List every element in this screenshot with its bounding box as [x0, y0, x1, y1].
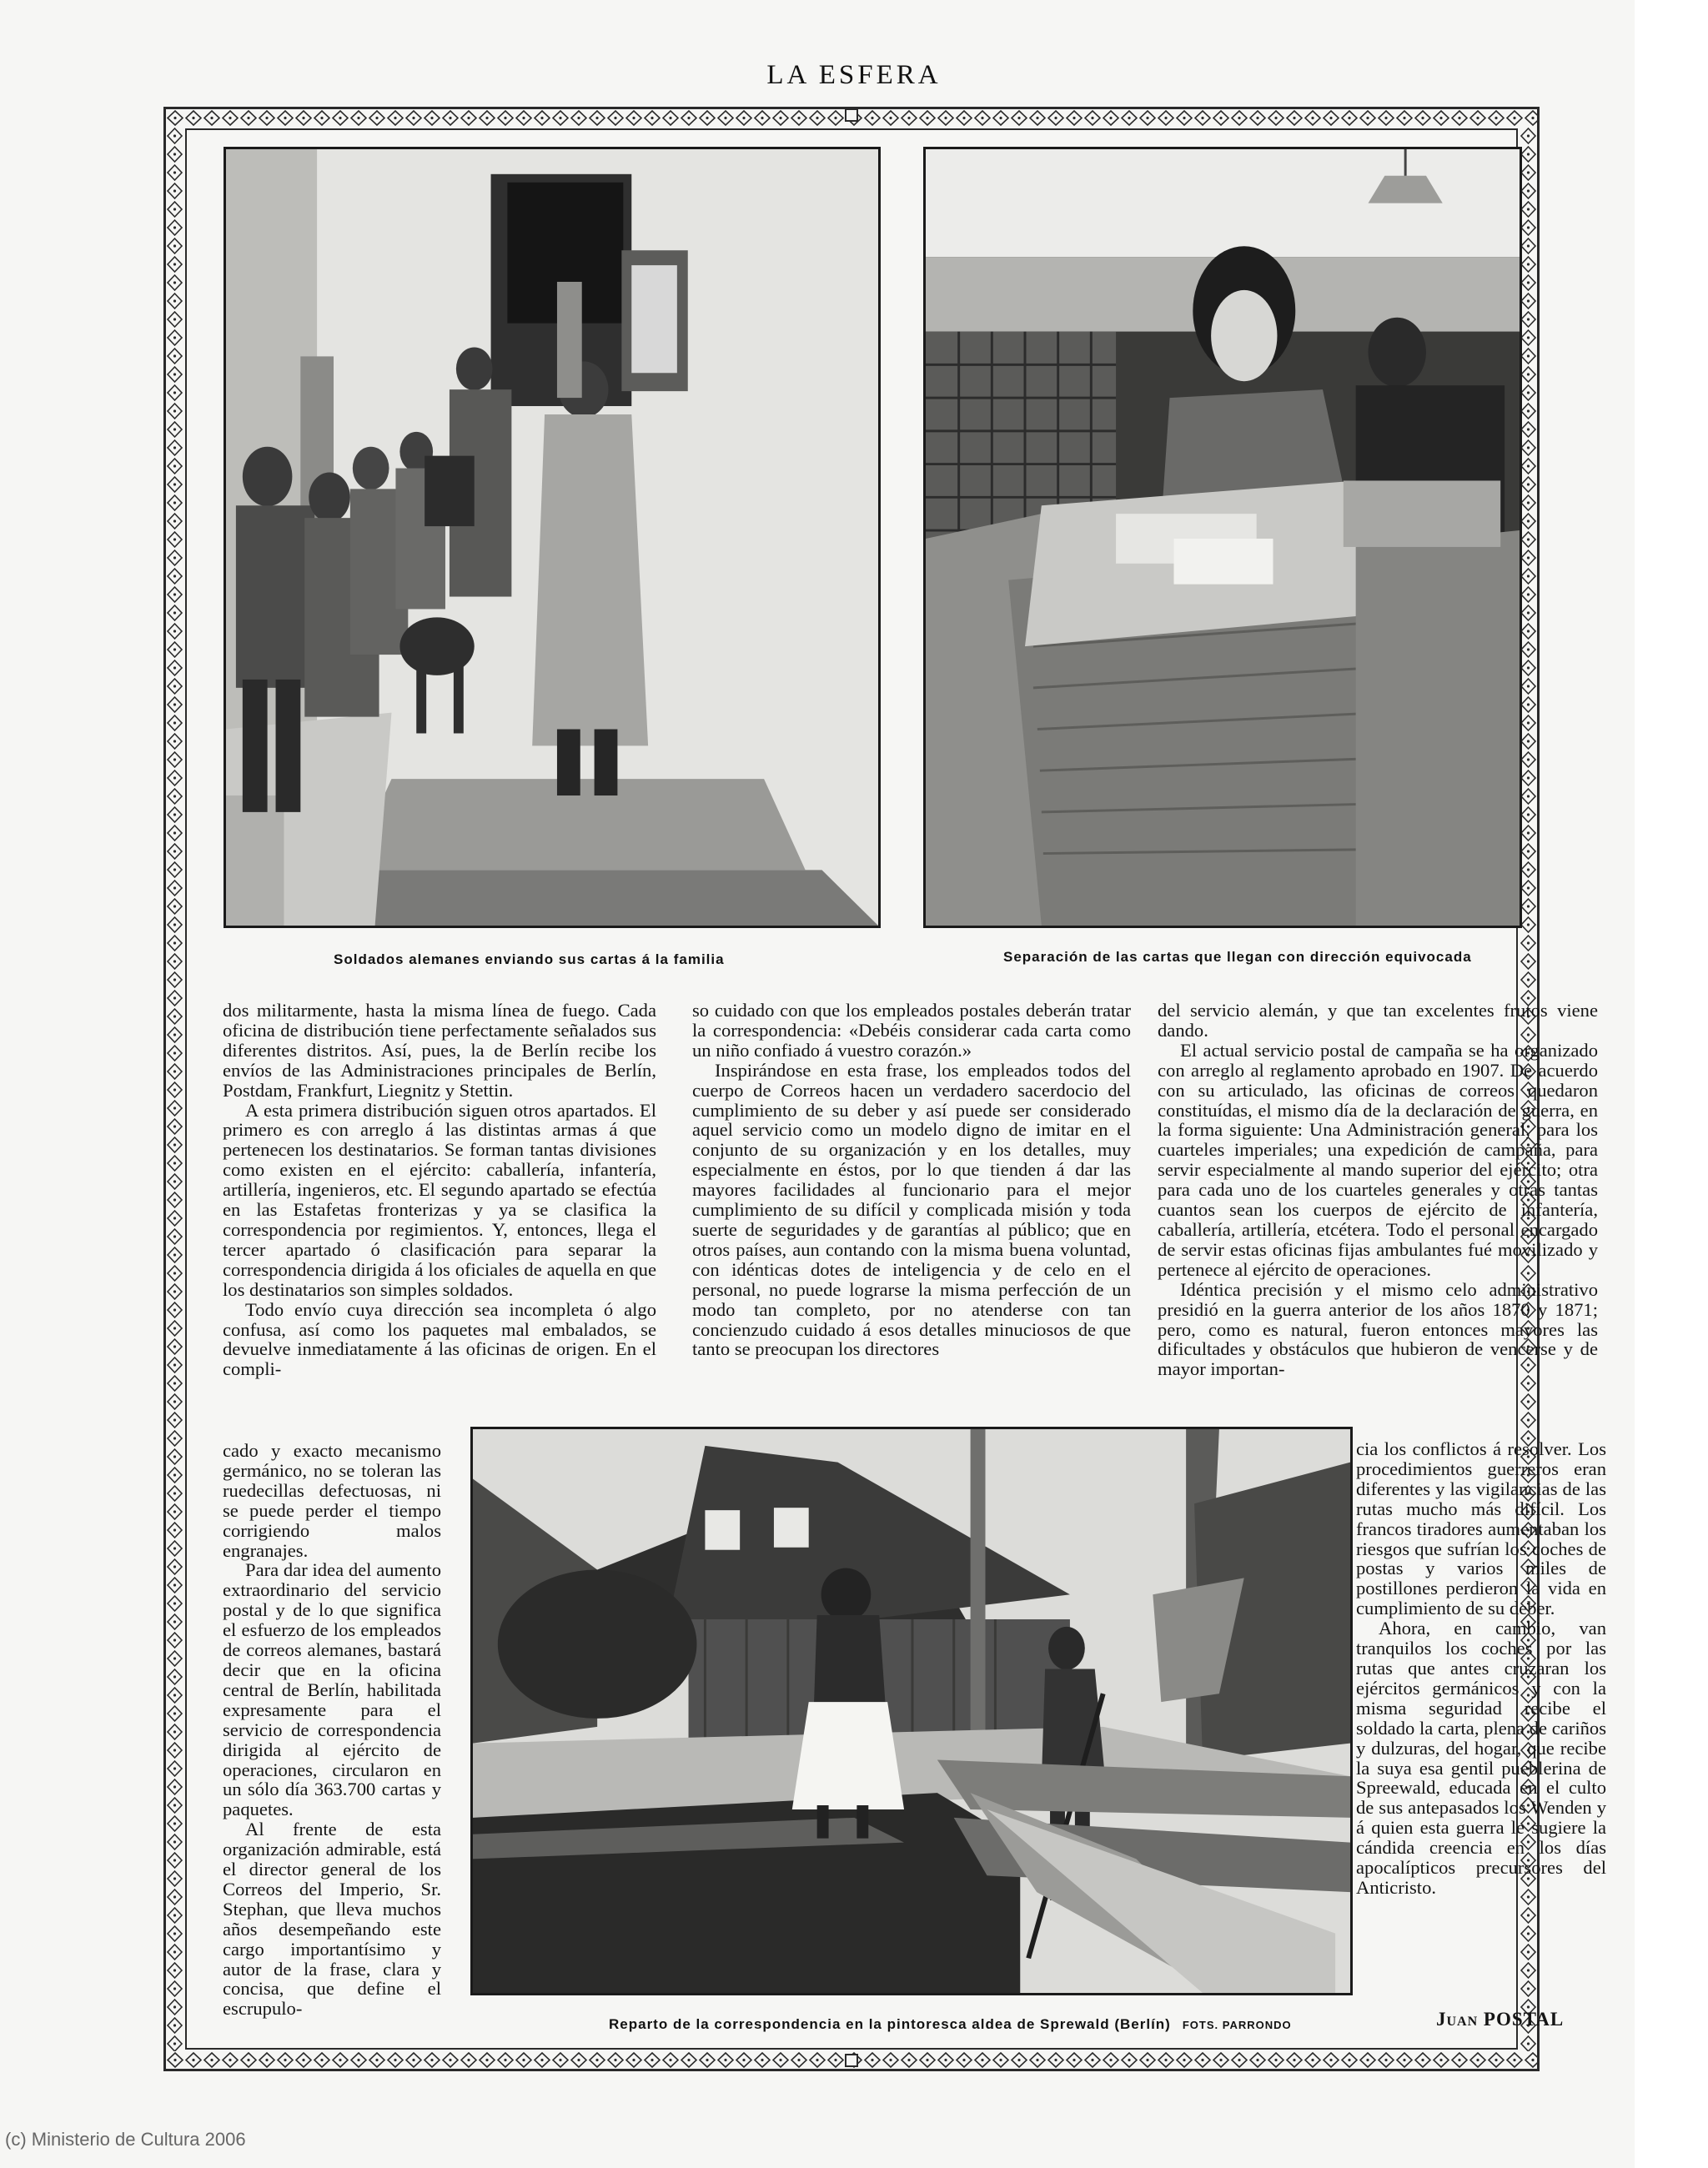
article-column-3 [1158, 1001, 1598, 1379]
caption-soldiers-photo: Soldados alemanes enviando sus cartas á la familia [334, 951, 725, 967]
article-column-3-narrow [1356, 1439, 1606, 1898]
masthead: LA ESFERA [766, 60, 942, 90]
paragraph: Inspirándose en esta frase, los empleados todos del cuerpo de Correos hacen un verdadero sacerdocio del cumplimiento de su deber y así puede ser considerado aquel servicio como un modelo digno de imitar en el conjunto de su organización y en los detalles, muy especialmente en éstos, por lo que tienden á dar las mayores facilidades al funcionario para el mejor cumplimiento de su difícil y complicada misión y toda suerte de seguridades y de garantías al público; que en otros países, aun contando con la misma buena voluntad, con idénticas dotes de inteligencia y de celo en el personal, no puede lograrse la misma perfección de un modo tan completo, por no atenderse con tan concienzudo cuidado á esos detalles minuciosos de que tanto se preocupan los directores [692, 1059, 1131, 1360]
paragraph: A esta primera distribución siguen otros apartados. El primero es con arreglo á las distintas armas á que pertenecen los destinatarios. Se forman tantas divisiones como existen en el ejército: caballería, infantería, artillería, ingenieros, etc. El segundo apartado se efectúa en las Estafetas fronterizas y ya se clasifica la correspondencia por regimientos. Y, entonces, llega el tercer apartado ó clasificación para separar la correspondencia dirigida á los oficiales de aquella en que los destinatarios son simples soldados. [223, 1099, 656, 1300]
paragraph: Para dar idea del aumento extraordinario del servicio postal y de lo que significa el esfuerzo de los empleados de correos alemanes, bastará decir que en la oficina central de Berlín, habilitada expresamente para el servicio de correspondencia dirigida al ejército de operaciones, circularon en un sólo día 363.700 cartas y paquetes. [223, 1559, 441, 1820]
frame-ornament-left [166, 127, 183, 2051]
frame-medallion-bottom [845, 2054, 858, 2067]
paragraph: cado y exacto mecanismo germánico, no se toleran las ruedecillas defectuosas, ni se puede perder el tiempo corrigiendo malos engranajes. [223, 1440, 441, 1561]
paragraph: Todo envío cuya dirección sea incompleta ó algo confusa, así como los paquetes mal embalados, se devuelve inmediatamente á las oficinas de origen. En el compli- [223, 1298, 656, 1380]
paragraph: Al frente de esta organización admirable, está el director general de los Correos del Imperio, Sr. Stephan, que lleva muchos años desempeñando este cargo importantísimo y autor de la frase, clara y concisa, que define el escrupulo- [223, 1819, 441, 2020]
article-column-1-narrow [223, 1441, 441, 2019]
spreewald-village-photo [470, 1427, 1353, 1995]
paragraph: dos militarmente, hasta la misma línea de fuego. Cada oficina de distribución tiene perfectamente señalados sus diferentes distritos. Así, pues, la de Berlín recibe los envíos de las Administraciones principales de Berlín, Postdam, Frankfurt, Liegnitz y Stettin. [223, 1000, 656, 1101]
paragraph: Idéntica precisión y el mismo celo administrativo presidió en la guerra anterior de los años 1870 y 1871; pero, como es natural, fueron entonces mayores las dificultades y obstáculos que hubieron de vencerse y de mayor importan- [1158, 1278, 1598, 1380]
caption-spreewald-photo [609, 2016, 1292, 2033]
caption-text: Reparto de la correspondencia en la pintoresca aldea de Sprewald (Berlín) [609, 2016, 1171, 2032]
paragraph: cia los conflictos á resolver. Los procedimientos guerreros eran diferentes y las vigilancias de las rutas mucho más difícil. Los francos tiradores aumentaban los riesgos que sufrían los coches de postas y varios miles de postillones perdieron la vida en cumplimiento de su deber. [1356, 1438, 1606, 1619]
copyright-notice: (c) Ministerio de Cultura 2006 [5, 2129, 246, 2150]
author-signature: Juan POSTAL [1436, 2009, 1565, 2030]
soldiers-mailbox-photo [224, 147, 881, 928]
article-column-2 [692, 1001, 1131, 1359]
frame-medallion-top [845, 108, 858, 122]
scan-margin [1635, 0, 1708, 2168]
paragraph: del servicio alemán, y que tan excelentes frutos viene dando. [1158, 1000, 1598, 1041]
sorting-letters-photo [923, 147, 1522, 928]
article-column-1 [223, 1001, 656, 1379]
caption-sorting-photo: Separación de las cartas que llegan con dirección equivocada [1003, 949, 1472, 965]
paragraph: so cuidado con que los empleados postales deberán tratar la correspondencia: «Debéis considerar cada carta como un niño confiado á vuestro corazón.» [692, 1000, 1131, 1061]
photo-credit: FOTS. PARRONDO [1182, 2019, 1292, 2031]
paragraph: El actual servicio postal de campaña se ha organizado con arreglo al reglamento aprobado en 1907. De acuerdo con su articulado, las oficinas de correos quedaron constituídas, el mismo día de la declaración de guerra, en la forma siguiente: Una Administración general, para los cuarteles imperiales; una expedición de campaña, para servir especialmente al mando superior del ejército; otra para cada uno de los cuarteles generales y otras tantas cuantos sean los cuerpos de ejército de infantería, caballería, artillería, etcétera. Todo el personal encargado de servir estas oficinas fijas ambulantes fué movilizado y pertenece al ejército de operaciones. [1158, 1039, 1598, 1280]
paragraph: Ahora, en cambio, van tranquilos los coches por las rutas que antes cruzaran los ejércitos germánicos y con la misma seguridad recibe el soldado la carta, plena de cariños y dulzuras, del hogar, que recibe la suya esa gentil pueblerina de Spreewald, educada en el culto de sus antepasados los Wenden y á quien esta guerra le sugiere la cándida creencia en los días apocalípticos precursores del Anticristo. [1356, 1618, 1606, 1898]
